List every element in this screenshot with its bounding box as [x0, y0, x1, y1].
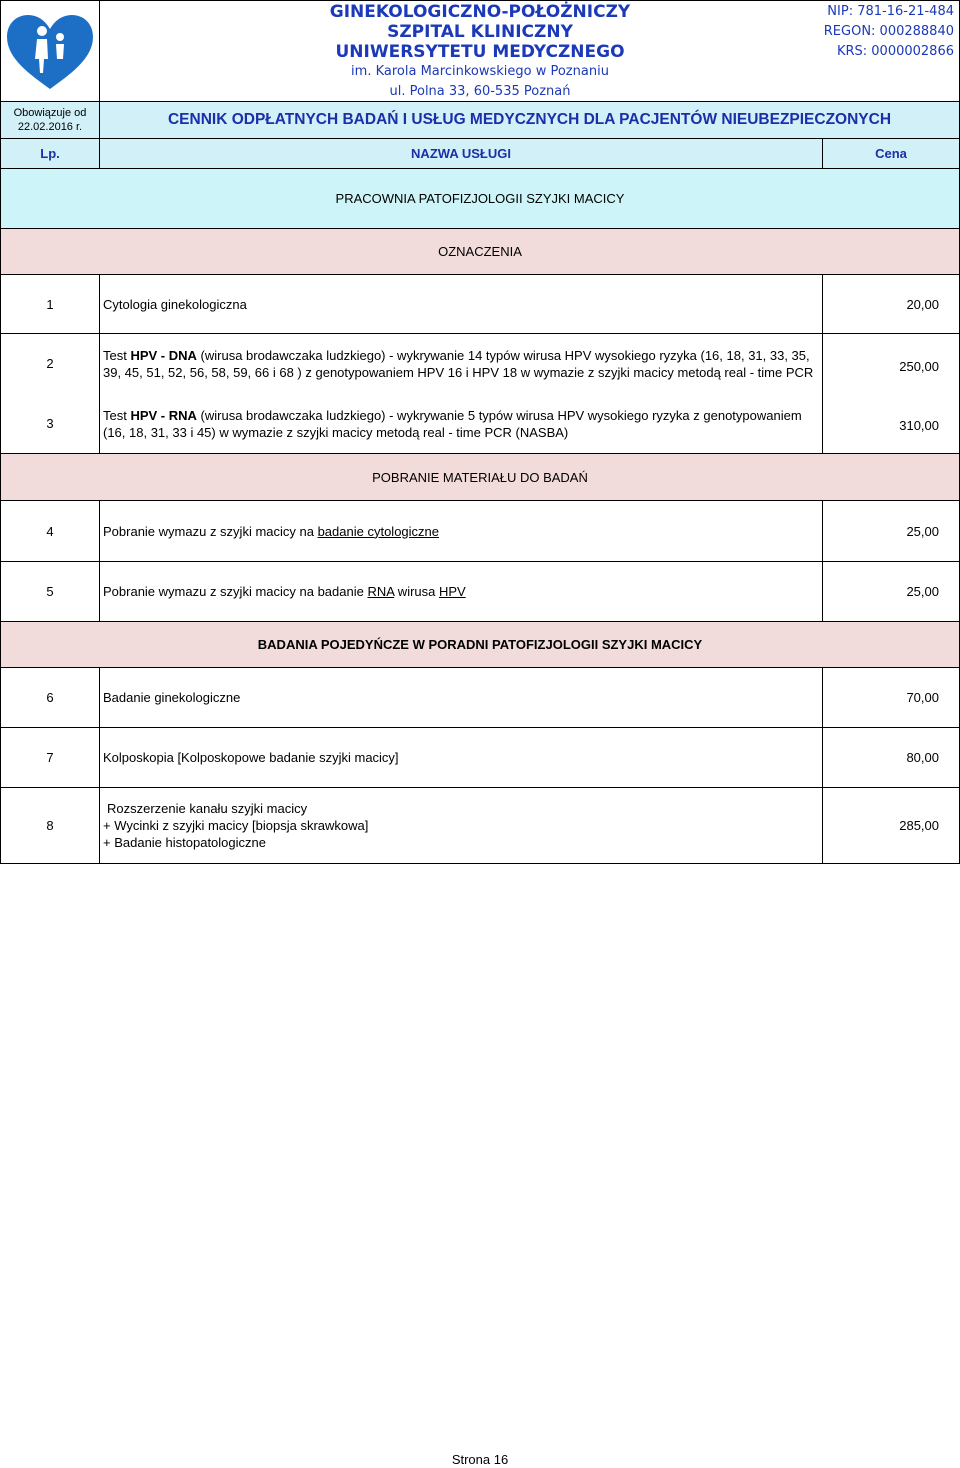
table-row-7-lp: 7: [0, 727, 100, 788]
table-row-2-lp: 2: [0, 333, 100, 393]
table-row-4-name: Pobranie wymazu z szyjki macicy na badanie cytologiczne: [99, 500, 823, 562]
nip-text: NIP: 781-16-21-484: [827, 4, 954, 19]
table-row-7-price: 80,00: [822, 727, 960, 788]
hospital-name-line1: GINEKOLOGICZNO-POŁOŻNICZY: [329, 2, 631, 22]
krs-text: KRS: 0000002866: [836, 44, 954, 59]
hospital-address: ul. Polna 33, 60-535 Poznań: [389, 84, 571, 99]
hospital-name-line3: UNIWERSYTETU MEDYCZNEGO: [335, 42, 625, 62]
table-row-4-lp: 4: [0, 500, 100, 562]
table-row-8-lp: 8: [0, 787, 100, 864]
table-row-8-name: Rozszerzenie kanału szyjki macicy + Wycinki z szyjki macicy [biopsja skrawkowa] + Badanie histopatologiczne: [99, 787, 823, 864]
table-row-6-name: Badanie ginekologiczne: [99, 667, 823, 728]
column-header-lp: Lp.: [0, 138, 100, 169]
valid-from-date: 22.02.2016 r.: [17, 121, 83, 133]
table-row-5-lp: 5: [0, 561, 100, 622]
table-row-3-name: Test HPV - RNA (wirusa brodawczaka ludzkiego) - wykrywanie 5 typów wirusa HPV wysokiego ryzyka z genotypowaniem (16, 18, 31, 33 i 45) w wymazie z szyjki macicy metodą real - time PCR (NASBA): [99, 393, 823, 454]
section-poradnia: BADANIA POJEDYŃCZE W PORADNI PATOFIZJOLOGII SZYJKI MACICY: [0, 621, 960, 668]
page-number: Strona 16: [451, 1452, 509, 1467]
section-department: PRACOWNIA PATOFIZJOLOGII SZYJKI MACICY: [0, 168, 960, 229]
table-row-1-price: 20,00: [822, 274, 960, 334]
hospital-name-block: [300, 2, 660, 102]
section-pobranie: POBRANIE MATERIAŁU DO BADAŃ: [0, 453, 960, 501]
table-row-6-price: 70,00: [822, 667, 960, 728]
table-row-3-lp: 3: [0, 393, 100, 454]
hospital-heart-logo-icon: [1, 1, 99, 101]
table-row-4-price: 25,00: [822, 500, 960, 562]
table-row-8-price: 285,00: [822, 787, 960, 864]
table-row-6-lp: 6: [0, 667, 100, 728]
table-row-1-name: Cytologia ginekologiczna: [99, 274, 823, 334]
hospital-ids-block: [760, 2, 954, 66]
section-oznaczenia: OZNACZENIA: [0, 228, 960, 275]
valid-from-cell: [0, 101, 100, 139]
column-header-name: NAZWA USŁUGI: [99, 138, 823, 169]
regon-text: REGON: 000288840: [823, 24, 954, 39]
table-row-2-3-price-cell: [822, 333, 960, 454]
valid-from-label: Obowiązuje od: [13, 107, 87, 119]
table-row-3-price: 310,00: [899, 418, 939, 433]
document-title: CENNIK ODPŁATNYCH BADAŃ I USŁUG MEDYCZNYCH DLA PACJENTÓW NIEUBEZPIECZONYCH: [167, 111, 892, 128]
table-row-5-name: Pobranie wymazu z szyjki macicy na badanie RNA wirusa HPV: [99, 561, 823, 622]
table-row-1-lp: 1: [0, 274, 100, 334]
table-row-2-name: Test HPV - DNA (wirusa brodawczaka ludzkiego) - wykrywanie 14 typów wirusa HPV wysokiego ryzyka (16, 18, 31, 33, 35, 39, 45, 51, 52, 56, 58, 59, 66 i 68 ) z genotypowaniem HPV 16 i HPV 18 w wymazie z szyjki macicy metodą real - time PCR: [99, 333, 823, 393]
logo-cell: [0, 0, 100, 102]
hospital-name-line2: SZPITAL KLINICZNY: [387, 22, 573, 42]
document-title-cell: [99, 101, 960, 139]
table-row-5-price: 25,00: [822, 561, 960, 622]
table-row-7-name: Kolposkopia [Kolposkopowe badanie szyjki macicy]: [99, 727, 823, 788]
column-header-price: Cena: [822, 138, 960, 169]
table-row-2-price: 250,00: [899, 359, 939, 374]
hospital-patron: im. Karola Marcinkowskiego w Poznaniu: [351, 64, 609, 79]
